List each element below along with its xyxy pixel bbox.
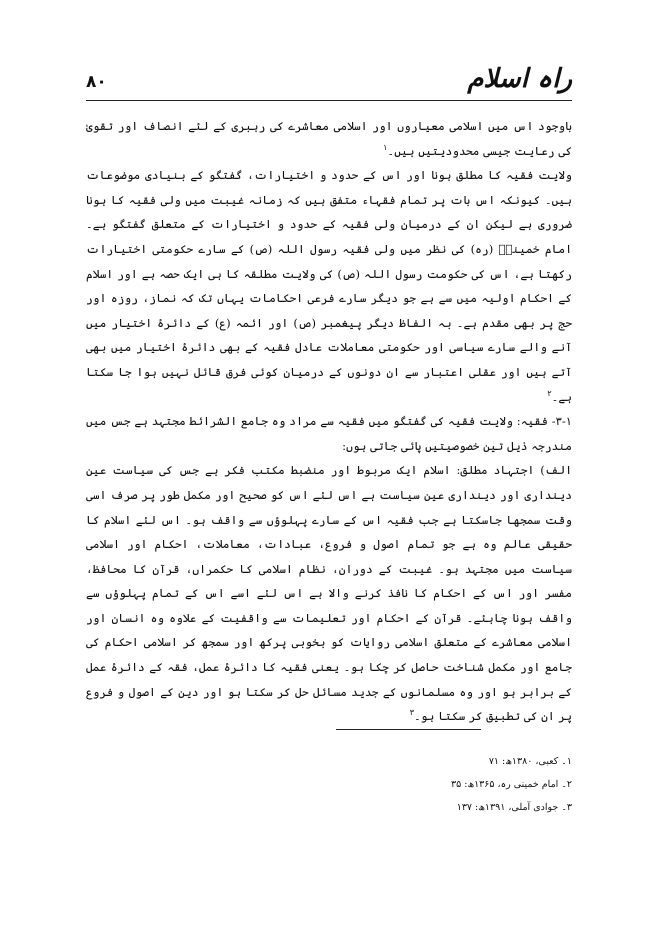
paragraph: باوجود اس میں اسلامی معیاروں اور اسلامی معاشرے کی رہبری کے لئے انصاف اور تقویٰ کی رعایت جیسی محدودیتیں ہیں۔$^۱$ [86,119,572,158]
paragraph: الف) اجتہاد مطلق: اسلام ایک مربوط اور منضبط مکتب فکر ہے جس کی سیاست عین دینداری اور دینداری عین سیاست ہے اس لئے اس کو صحیح اور مکمل طور پر صرف اسی وقت سمجھا جاسکتا ہے جب فقیہ اس کے سارے پہلوؤں سے واقف ہو۔ اس لئے اسلام کا حقیقی عالم وہ ہے جو تمام اصول و فروع، عبادات، معاملات، احکام اور اسلامی سیاست میں مجتہد ہو۔ غیبت کے دوران، نظام اسلامی کا حکمراں، قرآن کا محافظ، مفسر اور اس کے احکام کا نافذ کرنے والا ہے اس لئے اسے اس کے تمام پہلوؤں سے واقف ہونا چاہئے۔ قرآن کے احکام اور تعلیمات سے واقفیت کے علاوہ وہ انسان اور اسلامی معاشرے کے متعلق اسلامی روایات کو بخوبی پرکھ اور سمجھ کر اسلامی احکام کی جامع اور مکمل شناخت حاصل کر چکا ہو۔ یعنی فقیہ کا دائرۂ عمل، فقہ کے دائرۂ عمل کے برابر ہو اور وہ مسلمانوں کے جدید مسائل حل کر سکتا ہو اور دین کے اصول و فروع پر ان کی تطبیق کر سکتا ہو۔$^۳$ [86,463,572,724]
footnote-mark: ۲ [547,388,552,398]
footnote: ۳۔ جوادی آملی، ۱۳۹۱ھ: ۱۳۷ [456,802,572,813]
page-header [86,58,572,98]
journal-title: راہ اسلام [467,64,572,94]
footnote-mark: ۳ [409,708,415,718]
paragraph: ولایت فقیہ کا مطلق ہونا اور اس کے حدود و اختیارات، گفتگو کے بنیادی موضوعات ہیں۔ کیونکہ اس بات پر تمام فقہاء متفق ہیں کہ زمانہ غیبت میں ولی فقیہ کا ہونا ضروری ہے لیکن ان کے درمیان ولی فقیہ کے حدود و اختیارات کے متعلق گفتگو ہے۔ امام خمینیؒ (رہ) کی نظر میں ولی فقیہ رسول اللہ (ص) کے سارے حکومتی اختیارات رکھتا ہے، اس کی حکومت رسول اللہ (ص) کی ولایت مطلقہ کا ہی ایک حصہ ہے اور اسلام کے احکام اولیہ میں سے ہے جو دیگر سارے فرعی احکامات یہاں تک کہ نماز، روزہ اور حج پر بھی مقدم ہے۔ بہ الفاظ دیگر پیغمبر (ص) اور ائمہ (ع) کے دائرۂ اختیار میں آنے والے سارے سیاسی اور حکومتی معاملات عادل فقیہ کے بھی دائرۂ اختیار میں بھی آتے ہیں اور عقلی اعتبار سے ان دونوں کے درمیان کوئی فرق قائل نہیں ہوا جا سکتا ہے۔$^۲$ [86,168,572,404]
footnote: ۱۔ کعبی، ۱۳۸۰ھ: ۷۱ [488,756,572,767]
footnotes [451,750,572,819]
body-text [86,114,572,729]
page-number: ۸۰ [86,72,107,92]
paragraph: ۳-۱- فقیہ: ولایت فقیہ کی گفتگو میں فقیہ سے مراد وہ جامع الشرائط مجتہد ہے جس میں مندرجہ ذیل تین خصوصیتیں پائی جاتی ہوں: [86,414,572,453]
footnote: ۲۔ امام خمینی رہ، ۱۳۶۵ھ: ۳۵ [451,779,572,790]
footnote-separator [336,729,481,730]
footnote-mark: ۱ [383,142,388,152]
header-rule [86,100,572,101]
